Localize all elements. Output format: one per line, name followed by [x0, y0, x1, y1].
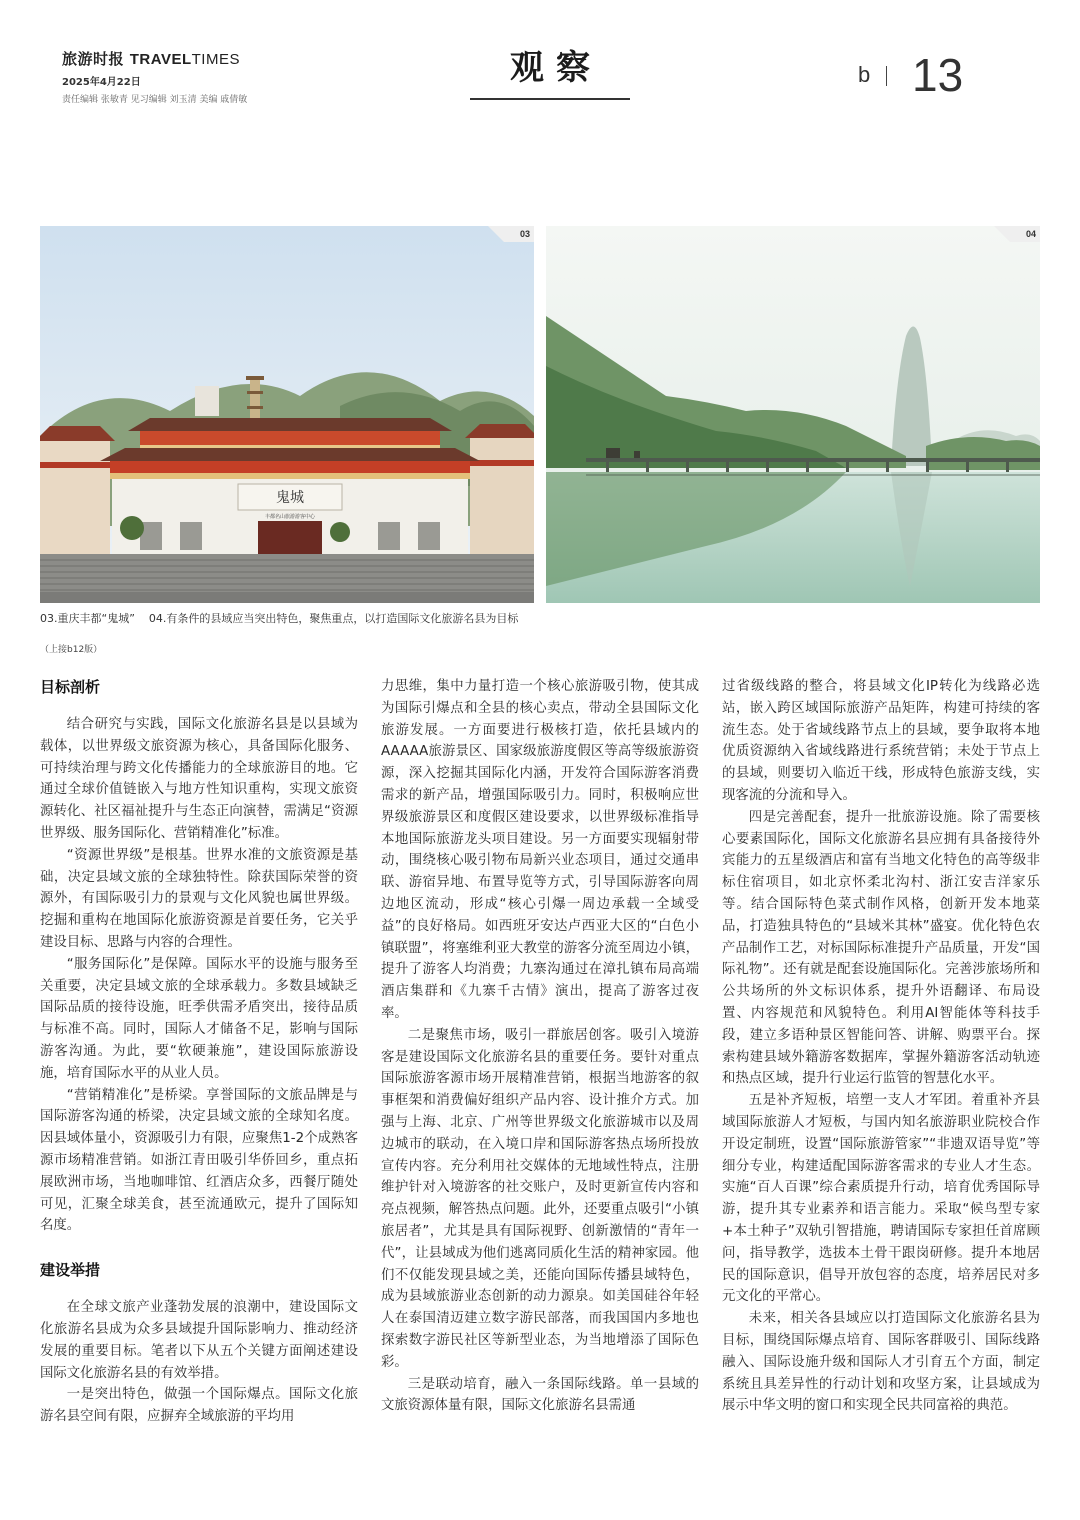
photo-04-illustration	[546, 226, 1040, 603]
building-sign-text: 鬼城	[276, 490, 304, 506]
paragraph: 五是补齐短板，培塑一支人才军团。着重补齐县域国际旅游人才短板，与国内知名旅游职业院校合作开设定制班，设置“国际旅游管家”“非遗双语导览”等细分专业，构建适配国际游客需求的专业人才生态。实施“百人百课”综合素质提升行动，培育优秀国际导游，提升其专业素养和语言能力。采取“候鸟型专家+本土种子”双轨引智措施，聘请国际专家担任首席顾问，指导教学，选拔本土骨干跟岗研修。提升本地居民的国际意识，倡导开放包容的态度，培养居民对多元文化的平常心。	[722, 1093, 1040, 1305]
paragraph: “营销精准化”是桥梁。享誉国际的文旅品牌是与国际游客沟通的桥梁，决定县域文旅的全球知名度。因县域体量小，资源吸引力有限，应聚焦1-2个成熟客源市场精准营销。如浙江青田吸引华侨回乡，重点拓展欧洲市场，当地咖啡馆、红酒店众多，西餐厅随处可见，汇聚全球美食，甚至流通欧元，提升了国际知名度。	[40, 1087, 358, 1234]
paragraph: 力思维，集中力量打造一个核心旅游吸引物，使其成为国际引爆点和全县的核心卖点，带动全县国际文化旅游发展。一方面要进行极核打造，依托县域内的AAAAA旅游景区、国家级旅游度假区等高等级旅游资源，深入挖掘其国际化内涵，开发符合国际游客消费需求的新产品，增强国际吸引力。同时，积极响应世界级旅游景区和度假区建设要求，以世界级标准指导本地国际旅游龙头项目建设。另一方面要实现辐射带动，围绕核心吸引物布局新兴业态项目，通过交通串联、游宿异地、布置导览等方式，引导国际游客向周边地区流动，形成“核心引爆一周边承载一全域受益”的良好格局。如西班牙安达卢西亚大区的“白色小镇联盟”，将塞维利亚大教堂的游客分流至周边小镇，提升了游客人均消费；九寨沟通过在漳扎镇布局高端酒店集群和《九寨千古情》演出，提高了游客过夜率。	[381, 679, 699, 1021]
paragraph: 结合研究与实践，国际文化旅游名县是以县域为载体，以世界级文旅资源为核心，具备国际化服务、可持续治理与跨文化传播能力的全球旅游目的地。它通过全球价值链嵌入与地方性知识重构，实现文旅资源转化、社区福祉提升与生态正向演替，需满足“资源世界级、服务国际化、营销精准化”标准。	[40, 717, 358, 841]
newspaper-logo	[62, 48, 362, 69]
paragraph: “资源世界级”是根基。世界水准的文旅资源是基础，决定县域文旅的全球独特性。除获国际荣誉的资源外，有国际吸引力的景观与文化风貌也属世界级。挖掘和重构在地国际化旅游资源是首要任务，它关乎建设目标、思路与内容的合理性。	[40, 847, 358, 950]
paragraph: “服务国际化”是保障。国际水平的设施与服务至关重要，决定县域文旅的全球承载力。多数县域缺乏国际品质的接待设施，旺季供需矛盾突出，接待品质与标准不高。同时，国际人才储备不足，影响与国际游客沟通。为此，要“软硬兼施”，建设国际旅游设施，培育国际水平的从业人员。	[40, 956, 358, 1081]
continued-from-note: （上接b12版）	[40, 645, 103, 655]
paragraph: 二是聚焦市场，吸引一群旅居创客。吸引入境游客是建设国际文化旅游名县的重要任务。要针对重点国际旅游客源市场开展精准营销，根据当地游客的叙事框架和消费偏好组织产品内容、设计推介方式。加强与上海、北京、广州等世界级文化旅游城市以及周边城市的联动，在入境口岸和国际游客热点场所投放宣传内容。充分利用社交媒体的无地域性特点，注册维护针对入境游客的社交账户，及时更新宣传内容和亮点视频，解答热点问题。此外，还要重点吸引“小镇旅居者”，尤其是具有国际视野、创新激情的“青年一代”，让县域成为他们逃离同质化生活的精神家园。他们不仅能发现县域之美，还能向国际传播县域特色，成为县域旅游业态创新的动力源泉。如美国硅谷年轻人在泰国清迈建立数字游民部落，而我国国内多地也探索数字游民社区等新型业态，为当地增添了国际色彩。	[381, 1027, 699, 1370]
photo-03-illustration	[40, 226, 534, 603]
subheading-target-analysis: 目标剖析	[40, 678, 101, 696]
paragraph: 一是突出特色，做强一个国际爆点。国际文化旅游名县空间有限，应摒弃全域旅游的平均用	[40, 1387, 358, 1425]
paragraph: 三是联动培育，融入一条国际线路。单一县域的文旅资源体量有限，国际文化旅游名县需通	[381, 1376, 699, 1414]
photo-misty-lake	[546, 226, 1040, 603]
editor-credits: 责任编辑 张敏青 见习编辑 刘玉清 美编 戚倩敏	[62, 95, 248, 105]
logo-cn: 旅游时报	[62, 50, 125, 68]
caption-04: 04.有条件的县域应当突出特色，聚焦重点，以打造国际文化旅游名县为目标	[148, 612, 519, 625]
building-sign-subtext: 丰都名山旅游游客中心	[264, 514, 316, 520]
subheading-construction-measures: 建设举措	[40, 1261, 101, 1280]
article-column-1	[40, 676, 358, 1428]
paragraph: 四是完善配套，提升一批旅游设施。除了需要核心要素国际化，国际文化旅游名县应拥有具备接待外宾能力的五星级酒店和富有当地文化特色的高等级非标住宿项目，如北京怀柔北沟村、浙江安吉洋家乐等。结合国际特色菜式制作风格，创新开发本地菜品，打造独具特色的“县域米其林”盛宴。优化特色农产品制作工艺，对标国际标准提升产品质量，开发“国际礼物”。还有就是配套设施国际化。完善涉旅场所和公共场所的外文标识体系，提升外语翻译、布局设置、内容规范和风貌特色。利用AI智能体等科技手段，建立多语种景区智能问答、讲解、购票平台。探索构建县域外籍游客数据库，掌握外籍游客活动轨迹和热点区域，提升行业运行监管的智慧化水平。	[722, 809, 1040, 1087]
page-number-block	[858, 44, 998, 104]
paragraph: 过省级线路的整合，将县域文化IP转化为线路必选站，嵌入跨区域国际旅游产品矩阵，构建可持续的客流生态。处于省域线路节点上的县域，要争取将本地优质资源纳入省域线路进行系统营销；未处于节点上的县域，则要切入临近干线，形成特色旅游支线，实现客流的分流和导入。	[722, 679, 1040, 803]
logo-en-bold: TRAVEL	[129, 51, 192, 68]
section-title-underline	[470, 98, 630, 100]
logo-en-light: TIMES	[191, 51, 240, 68]
photo-fengdu-ghost-city	[40, 226, 534, 603]
page-number-divider	[886, 66, 887, 86]
photo-tag-03: 03	[504, 226, 534, 242]
section-title: 观察	[510, 48, 602, 88]
issue-date: 2025年4月22日	[62, 77, 141, 88]
photo-tag-04: 04	[1010, 226, 1040, 242]
article-column-3	[722, 676, 1040, 1417]
paragraph: 未来，相关各县域应以打造国际文化旅游名县为目标，围绕国际爆点培育、国际客群吸引、国际线路融入、国际设施升级和国际人才引育五个方面，制定系统且具差异性的行动计划和攻坚方案，让县域成为展示中华文明的窗口和实现全民共同富裕的典范。	[722, 1311, 1040, 1414]
page-letter: b	[858, 62, 871, 87]
page-number: 13	[912, 49, 964, 101]
caption-03: 03.重庆丰都“鬼城”	[40, 612, 135, 625]
photo-captions	[40, 610, 1040, 626]
paragraph: 在全球文旅产业蓬勃发展的浪潮中，建设国际文化旅游名县成为众多县域提升国际影响力、推动经济发展的重要目标。笔者以下从五个关键方面阐述建设国际文化旅游名县的有效举措。	[40, 1300, 358, 1381]
masthead	[62, 48, 362, 105]
article-column-2	[381, 676, 699, 1417]
